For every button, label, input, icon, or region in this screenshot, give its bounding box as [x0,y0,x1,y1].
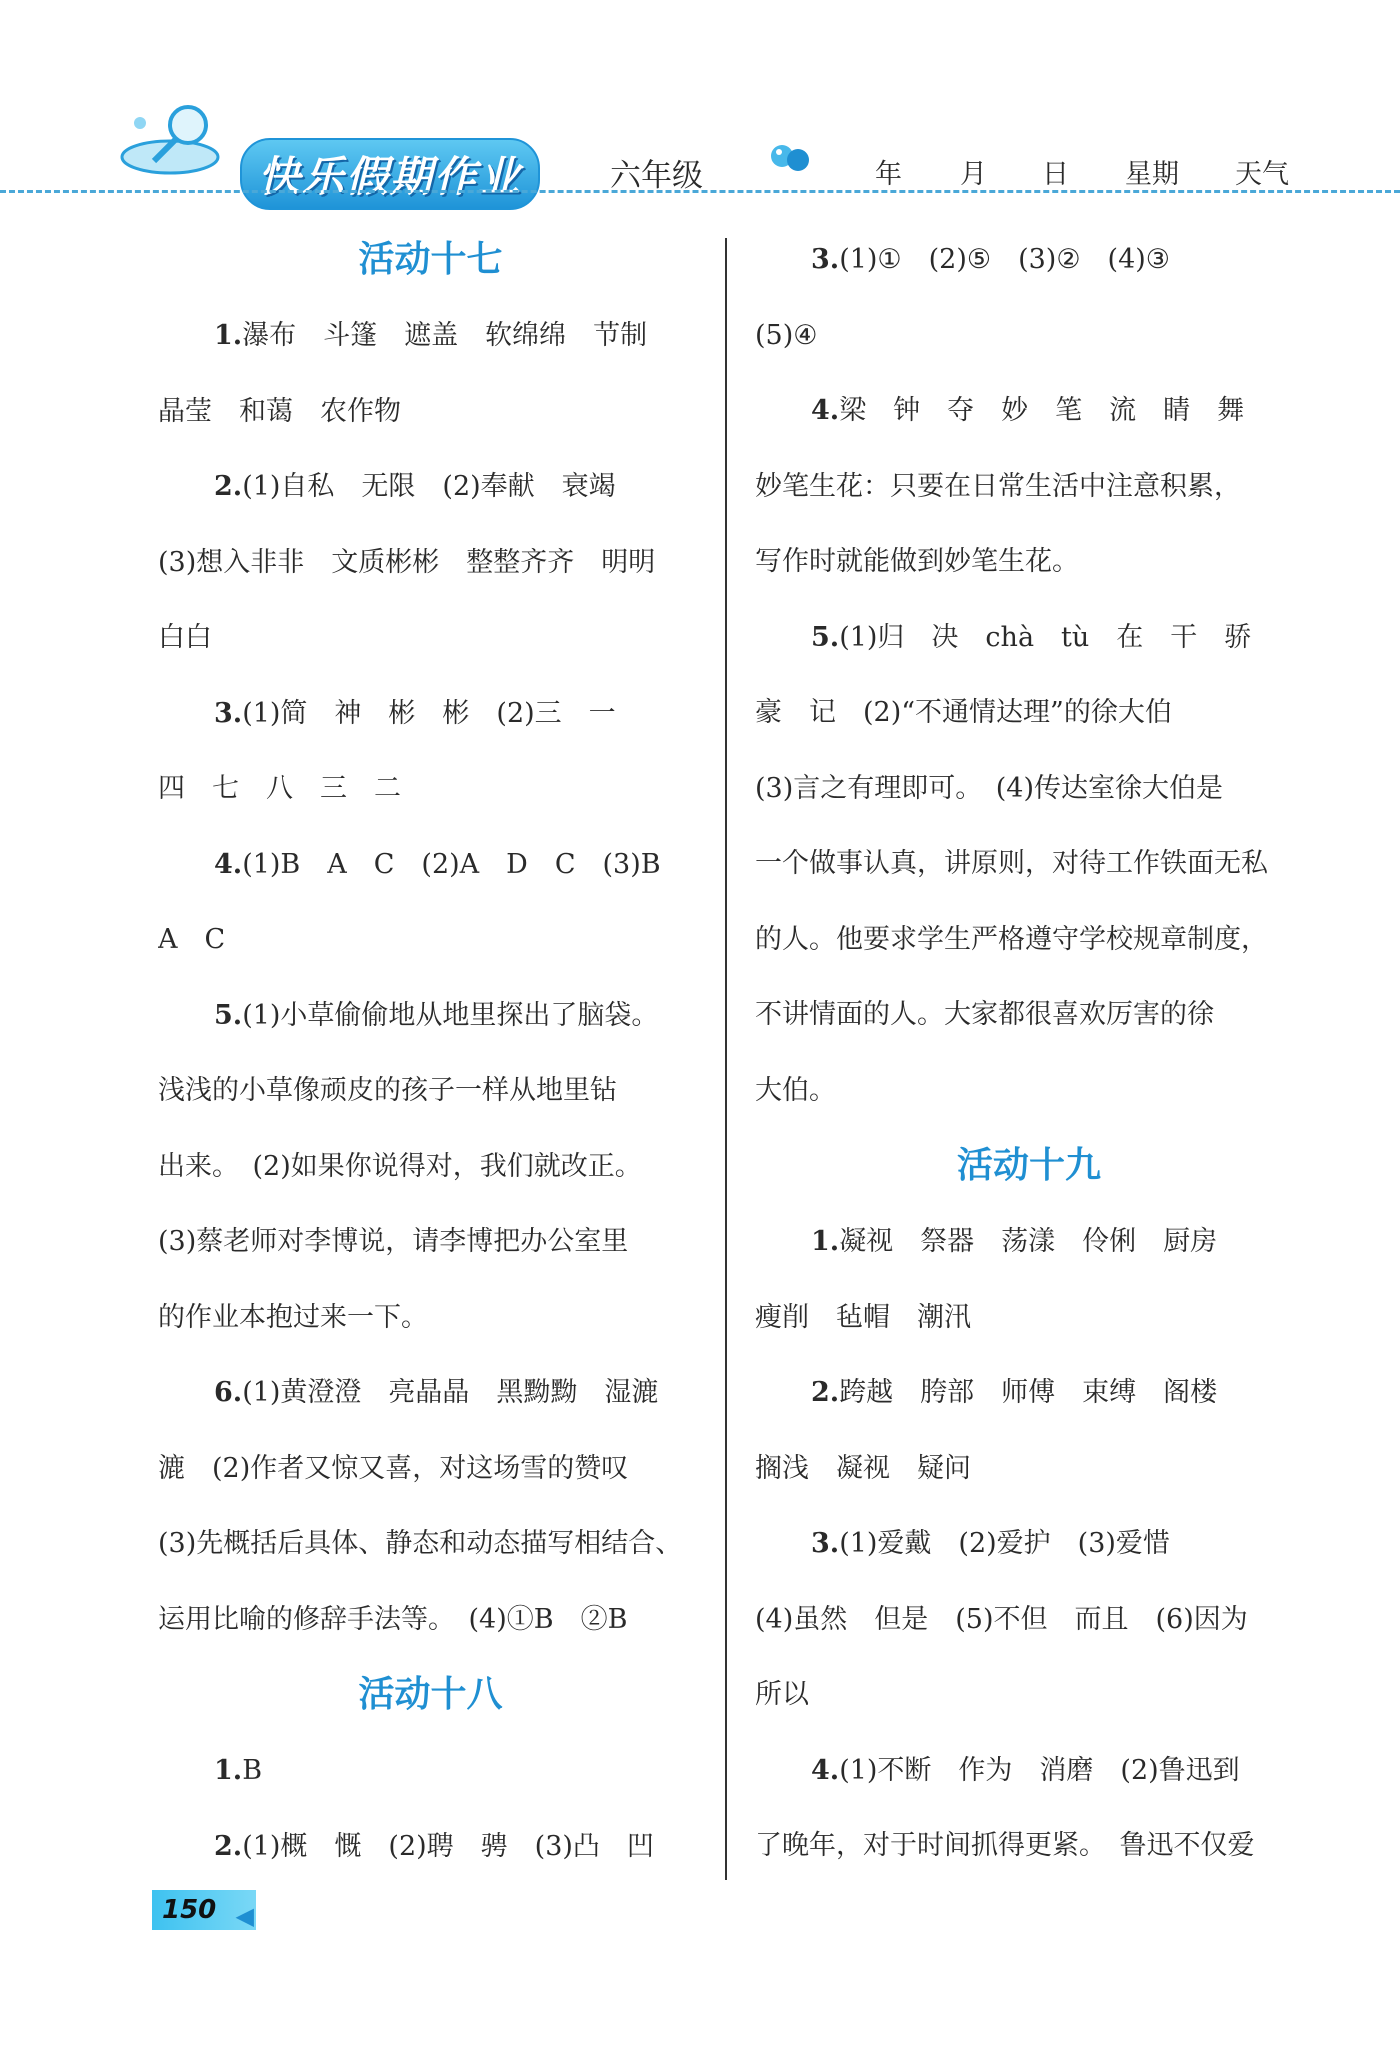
answer-line [755,1280,1303,1356]
answer-text: (3)想入非非 文质彬彬 整整齐齐 明明 [158,546,656,578]
answer-line [158,1506,703,1582]
question-number: 3. [811,244,840,275]
answer-text: (3)蔡老师对李博说，请李博把办公室里 [158,1226,629,1257]
page-number [152,1890,256,1930]
answer-text: 漉 (2)作者又惊又喜，对这场雪的赞叹 [158,1452,629,1484]
answer-line [158,1129,703,1205]
page-header [0,0,1400,200]
answer-text: 所以 [755,1679,809,1710]
answer-line [755,373,1303,449]
answer-text: 浅浅的小草像顽皮的孩子一样从地里钻 [158,1075,617,1106]
question-number: 4. [214,848,243,880]
answer-line [158,978,703,1054]
answer-line [158,600,703,676]
question-number: 5. [214,999,243,1031]
header-field-day: 日 [1042,159,1069,190]
answer-text: 的人。他要求学生严格遵守学校规章制度， [755,923,1268,955]
answer-line [158,525,703,601]
answer-text: 凝视 祭器 荡漾 伶俐 厨房 [839,1226,1218,1257]
answer-line [158,902,703,978]
header-field-year: 年 [875,159,902,190]
answer-line [755,298,1303,374]
question-number: 1. [811,1226,840,1257]
answer-text: (1)黄澄澄 亮晶晶 黑黝黝 湿漉 [242,1377,659,1408]
answer-text: (1)① (2)⑤ (3)② (4)③ [839,244,1170,275]
answer-text: 不讲情面的人。大家都很喜欢厉害的徐 [755,999,1214,1030]
answer-line [158,1204,703,1280]
answer-line [755,1204,1303,1280]
answer-text: 大伯。 [755,1074,836,1106]
answer-line [158,1431,703,1507]
section-heading-19: 活动十九 [956,1145,1101,1186]
answer-line [158,1733,703,1809]
magnifier-toy-icon [110,95,230,185]
answer-text: 运用比喻的修辞手法等。 (4)①B ②B [158,1603,628,1635]
answer-line [755,1808,1303,1884]
answer-line [755,1582,1303,1658]
header-field-weekday: 星期 [1125,159,1179,190]
answer-text: (1)自私 无限 (2)奉献 衰竭 [242,471,616,502]
answer-line [755,1733,1303,1809]
answers-17 [158,298,703,1657]
answer-text: 豪 记 (2)“不通情达理”的徐大伯 [755,697,1172,728]
answer-text: (1)归 决 chà tù 在 干 骄 [839,621,1252,653]
answer-line [755,977,1303,1053]
answer-text: 一个做事认真，讲原则，对待工作铁面无私 [755,848,1268,879]
answer-text: (1)简 神 彬 彬 (2)三 一 [242,697,616,729]
answer-text: 了晚年，对于时间抓得更紧。 鲁迅不仅爱 [755,1830,1255,1861]
question-number: 5. [811,621,840,653]
answer-line [755,524,1303,600]
answer-line [158,298,703,374]
answer-line [755,751,1303,827]
answer-text: 四 七 八 三 二 [158,773,401,804]
answer-line [158,1053,703,1129]
answer-line [158,449,703,525]
answer-text: (1)概 慨 (2)聘 骋 (3)凸 凹 [242,1830,654,1862]
answer-line [755,902,1303,978]
answer-line [755,600,1303,676]
answer-line [755,1355,1303,1431]
answer-text: 瀑布 斗篷 遮盖 软绵绵 节制 [242,320,648,351]
answer-line [158,374,703,450]
header-logo-title: 快乐假期作业 [240,138,540,210]
question-number: 1. [214,1755,243,1786]
answer-text: 梁 钟 夺 妙 笔 流 睛 舞 [839,395,1245,426]
answer-line [755,222,1303,298]
question-number: 4. [811,395,840,426]
column-divider [725,238,727,1880]
answer-text: 写作时就能做到妙笔生花。 [755,546,1079,577]
answer-text: (4)虽然 但是 (5)不但 而且 (6)因为 [755,1603,1248,1635]
answer-line [755,675,1303,751]
answer-text: (5)④ [755,319,818,351]
answer-line [755,826,1303,902]
answer-line [755,1053,1303,1129]
answer-text: 跨越 胯部 师傅 束缚 阁楼 [839,1377,1218,1408]
balloon-icon [768,140,812,180]
right-column [755,222,1303,1884]
answer-text: 的作业本抱过来一下。 [158,1301,428,1333]
answer-line [158,1355,703,1431]
answer-text: 妙笔生花：只要在日常生活中注意积累， [755,470,1241,502]
section-heading-18: 活动十八 [358,1674,503,1715]
answer-text: 搁浅 凝视 疑问 [755,1452,971,1484]
question-number: 1. [214,320,243,351]
answer-line [755,1506,1303,1582]
answer-text: 出来。 (2)如果你说得对，我们就改正。 [158,1150,642,1182]
answer-text: 白白 [158,622,212,653]
answer-line [755,1431,1303,1507]
header-field-month: 月 [960,159,987,190]
answer-text: A C [158,924,226,955]
question-number: 6. [214,1377,243,1408]
answer-text: (3)言之有理即可。 (4)传达室徐大伯是 [755,772,1223,804]
question-number: 4. [811,1754,840,1786]
answer-line [158,1280,703,1356]
question-number: 2. [214,471,243,502]
page-number-text: 150 [162,1895,217,1925]
answer-line [755,1657,1303,1733]
answer-text: (1)小草偷偷地从地里探出了脑袋。 [242,999,659,1031]
answer-line [158,676,703,752]
answers-18-continued [755,222,1303,1128]
question-number: 3. [214,697,243,729]
page-arrow-icon: ◀ [235,1902,254,1930]
answer-line [158,1582,703,1658]
answer-line [755,449,1303,525]
question-number: 3. [811,1528,840,1559]
answers-19 [755,1204,1303,1884]
answer-line [158,751,703,827]
header-dashed-rule [0,190,1400,193]
answer-text: (1)不断 作为 消磨 (2)鲁迅到 [839,1754,1240,1786]
header-grade: 六年级 [610,158,703,194]
question-number: 2. [214,1830,243,1862]
answer-line [158,827,703,903]
answer-text: (1)爱戴 (2)爱护 (3)爱惜 [839,1528,1170,1559]
question-number: 2. [811,1377,840,1408]
answer-text: (1)B A C (2)A D C (3)B [242,848,661,880]
section-heading-17: 活动十七 [358,239,503,280]
answer-text: 瘦削 毡帽 潮汛 [755,1301,971,1333]
header-field-weather: 天气 [1235,159,1289,190]
answer-text: (3)先概括后具体、静态和动态描写相结合、 [158,1528,683,1559]
left-column [158,222,703,1884]
answer-line [158,1809,703,1885]
answers-18 [158,1733,703,1884]
answer-text: B [242,1755,263,1786]
answer-text: 晶莹 和蔼 农作物 [158,395,401,427]
